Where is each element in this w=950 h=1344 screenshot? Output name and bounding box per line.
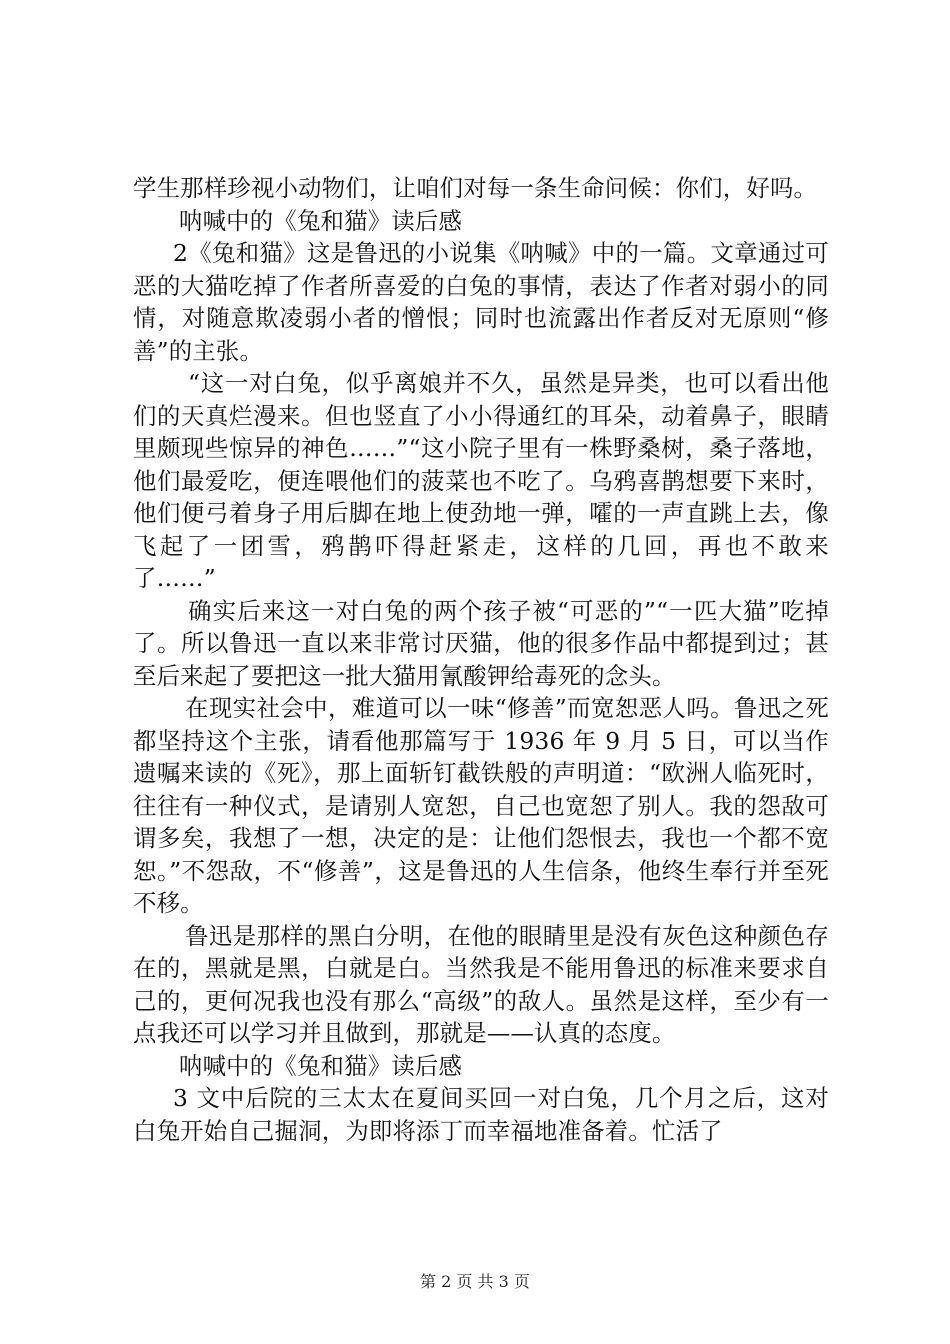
paragraph-society: 在现实社会中，难道可以一味“修善”而宽恕恶人吗。鲁迅之死都坚持这个主张，请看他那篇写于 1936 年 9 月 5 日，可以当作遗嘱来读的《死》，那上面斩钉截铁般的声明道：“欧洲人临死时，往往有一种仪式，是请别人宽恕，自己也宽恕了别人。我的怨敌可谓多矣，我想了一想，决定的是：让他们怨恨去，我也一个都不宽恕。”不怨敌，不“修善”，这是鲁迅的人生信条，他终生奉行并至死不移。: [133, 694, 829, 917]
paragraph-cat: 确实后来这一对白兔的两个孩子被“可恶的”“一匹大猫”吃掉了。所以鲁迅一直以来非常讨厌猫，他的很多作品中都提到过；甚至后来起了要把这一批大猫用氰酸钾给毒死的念头。: [133, 596, 829, 690]
document-body: [133, 172, 829, 1147]
paragraph-quote: “这一对白兔，似乎离娘并不久，虽然是异类，也可以看出他们的天真烂漫来。但也竖直了小小得通红的耳朵，动着鼻子，眼睛里颇现些惊异的神色……”“这小院子里有一株野桑树，桑子落地，他们最爱吃，便连喂他们的菠菜也不吃了。乌鸦喜鹊想要下来时，他们便弓着身子用后脚在地上使劲地一弹，嚯的一声直跳上去，像飞起了一团雪，鸦鹊吓得赶紧走，这样的几回，再也不敢来了……”: [133, 369, 829, 592]
section-title-2: 呐喊中的《兔和猫》读后感: [179, 206, 463, 235]
page-footer: 第 2 页 共 3 页: [420, 1272, 530, 1291]
paragraph-intro-2: 2《兔和猫》这是鲁迅的小说集《呐喊》中的一篇。文章通过可恶的大猫吃掉了作者所喜爱的白兔的事情，表达了作者对弱小的同情，对随意欺凌弱小者的憎恨；同时也流露出作者反对无原则“修善”的主张。: [133, 239, 829, 365]
paragraph-continuation: 学生那样珍视小动物们，让咱们对每一条生命问候：你们，好吗。: [133, 174, 818, 202]
section-title-3: 呐喊中的《兔和猫》读后感: [179, 1051, 463, 1080]
paragraph-black-white: 鲁迅是那样的黑白分明，在他的眼睛里是没有灰色这种颜色存在的，黑就是黑，白就是白。当然我是不能用鲁迅的标准来要求自己的，更何况我也没有那么“高级”的敌人。虽然是这样，至少有一点我还可以学习并且做到，那就是——认真的态度。: [133, 921, 829, 1047]
paragraph-intro-3: 3 文中后院的三太太在夏间买回一对白兔，几个月之后，这对白兔开始自己掘洞，为即将添丁而幸福地准备着。忙活了: [133, 1084, 829, 1145]
